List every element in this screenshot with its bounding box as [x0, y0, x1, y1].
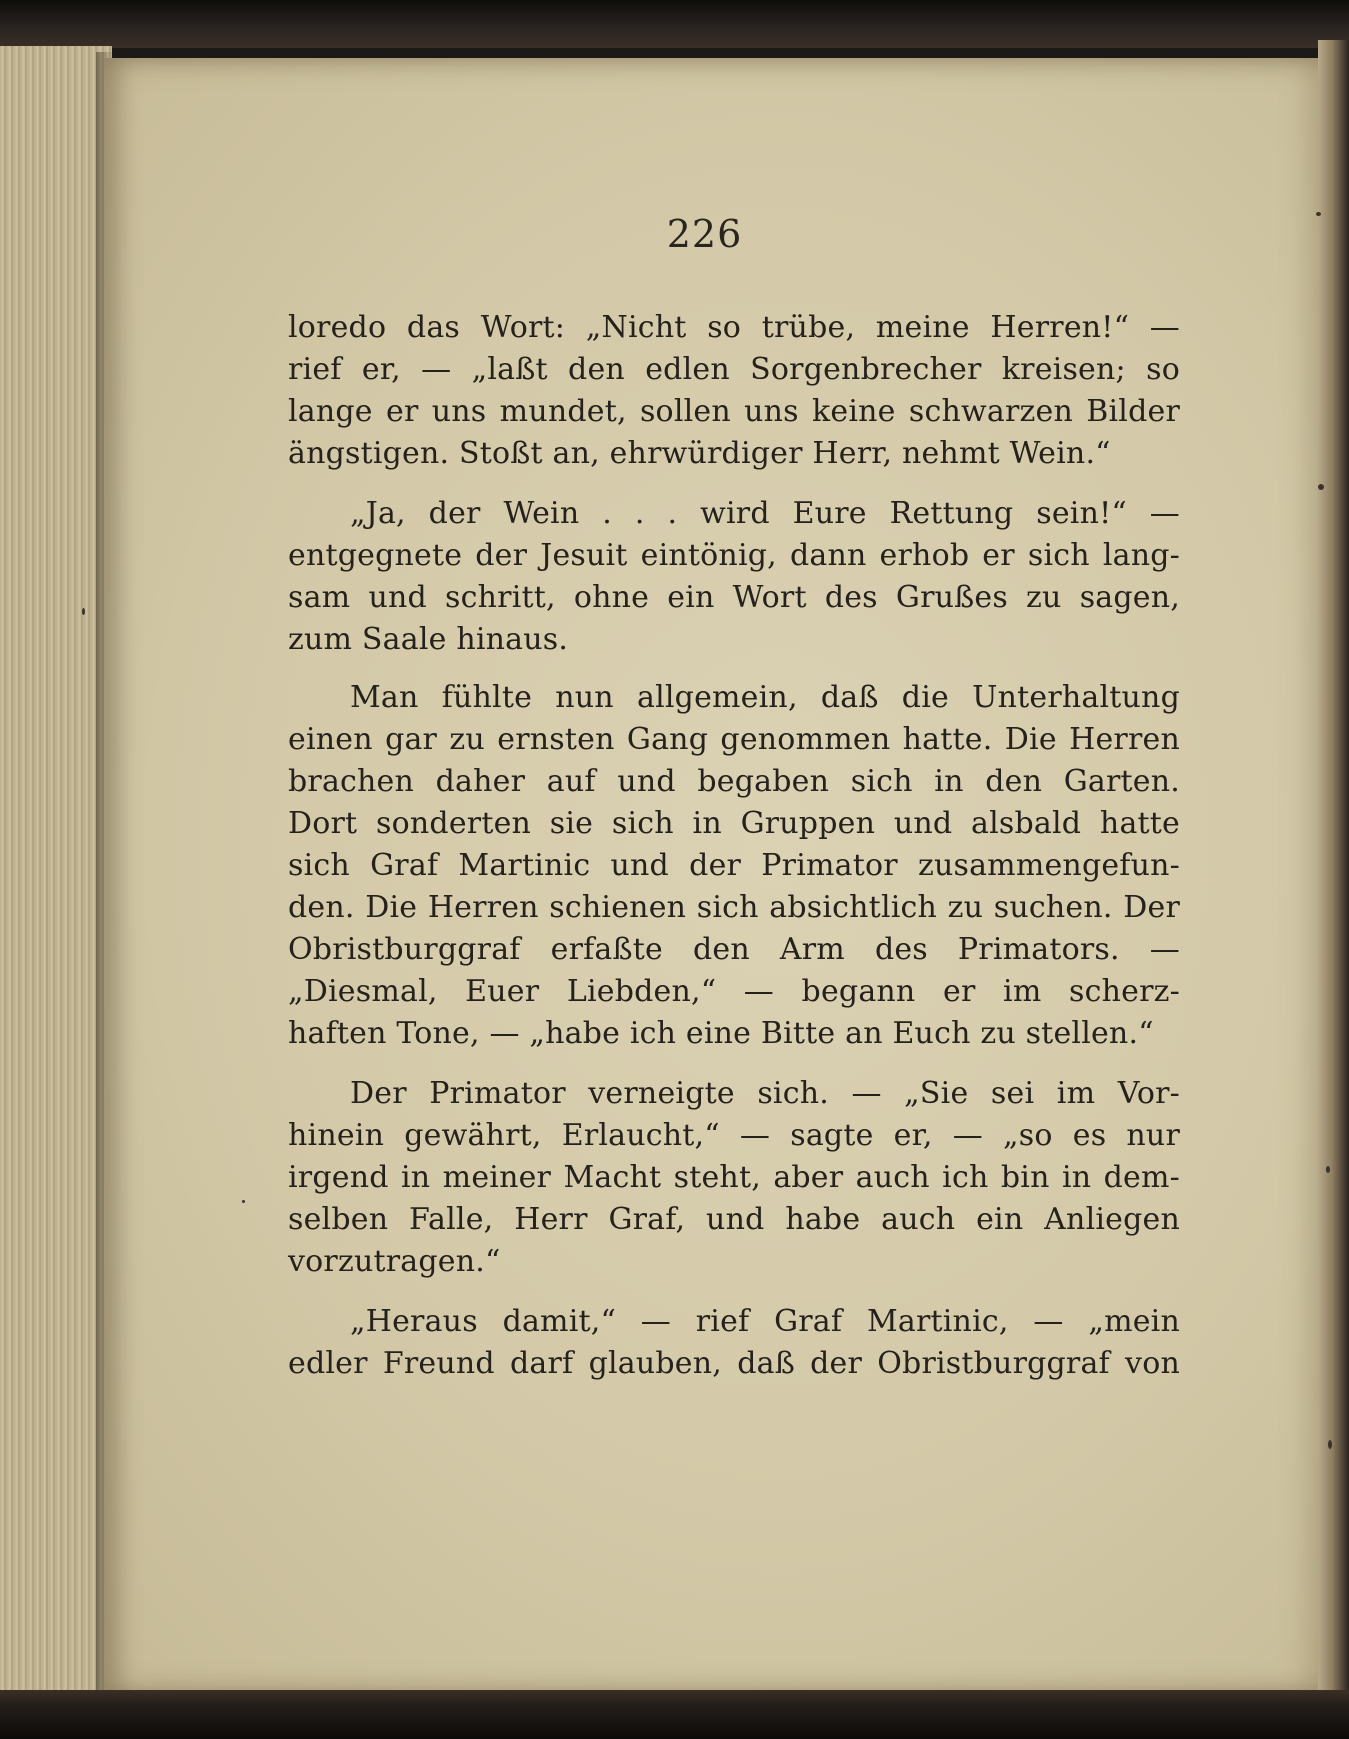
paper-speck: [1326, 1166, 1330, 1173]
text-line: vorzutragen.“: [288, 1244, 501, 1279]
paper-speck: [1328, 1440, 1332, 1449]
text-line: „Diesmal, Euer Liebden,“ — begann er im scherz-: [288, 974, 1180, 1009]
paper-speck: [1318, 484, 1324, 490]
text-line: den. Die Herren schienen sich absichtlich zu suchen. Der: [288, 890, 1180, 925]
text-line: „Heraus damit,“ — rief Graf Martinic, — „mein: [350, 1304, 1180, 1339]
text-line: rief er, — „laßt den edlen Sorgenbrecher kreisen; so: [288, 352, 1180, 387]
text-line: irgend in meiner Macht steht, aber auch ich bin in dem-: [288, 1160, 1180, 1195]
text-line: sam und schritt, ohne ein Wort des Grußes zu sagen,: [288, 580, 1180, 615]
paper-speck: [82, 608, 85, 615]
text-line: edler Freund darf glauben, daß der Obristburggraf von: [288, 1346, 1180, 1381]
text-line: Der Primator verneigte sich. — „Sie sei im Vor-: [350, 1076, 1180, 1111]
page-number: 226: [666, 212, 743, 256]
text-line: ängstigen. Stoßt an, ehrwürdiger Herr, nehmt Wein.“: [288, 436, 1111, 471]
text-line: zum Saale hinaus.: [288, 622, 569, 657]
text-line: Man fühlte nun allgemein, daß die Unterhaltung: [350, 680, 1180, 715]
text-line: lange er uns mundet, sollen uns keine schwarzen Bilder: [288, 394, 1180, 429]
text-line: Obristburggraf erfaßte den Arm des Primators. —: [288, 932, 1180, 967]
text-line: einen gar zu ernsten Gang genommen hatte. Die Herren: [288, 722, 1180, 757]
book-cover-top-edge: [0, 0, 1349, 48]
text-line: Dort sonderten sie sich in Gruppen und alsbald hatte: [288, 806, 1180, 841]
text-line: loredo das Wort: „Nicht so trübe, meine Herren!“ —: [288, 310, 1180, 345]
book-cover-right-edge: [1318, 40, 1349, 1700]
text-line: sich Graf Martinic und der Primator zusammengefun-: [288, 848, 1180, 883]
text-line: „Ja, der Wein . . . wird Eure Rettung sein!“ —: [350, 496, 1180, 531]
text-line: hinein gewährt, Erlaucht,“ — sagte er, — „so es nur: [288, 1118, 1180, 1153]
book-cover-bottom-edge: [0, 1690, 1349, 1739]
text-line: haften Tone, — „habe ich eine Bitte an Euch zu stellen.“: [288, 1016, 1154, 1051]
text-line: selben Falle, Herr Graf, und habe auch ein Anliegen: [288, 1202, 1180, 1237]
text-line: brachen daher auf und begaben sich in den Garten.: [288, 764, 1180, 799]
text-line: entgegnete der Jesuit eintönig, dann erhob er sich lang-: [288, 538, 1180, 573]
paper-speck: [242, 1200, 245, 1203]
